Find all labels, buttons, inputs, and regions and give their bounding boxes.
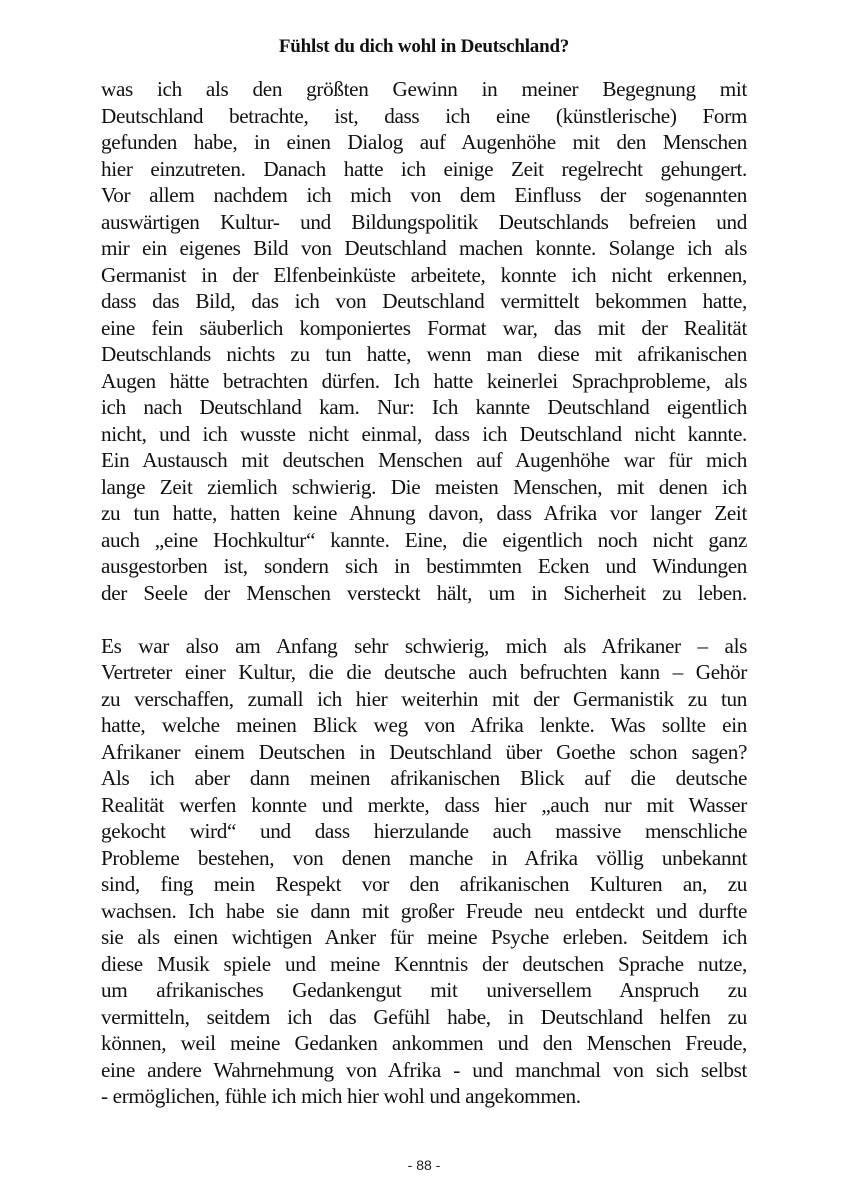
body-text	[101, 76, 747, 1110]
page-number: - 88 -	[407, 1157, 441, 1173]
text-line: Es war also am Anfang sehr schwierig, mich als Afrikaner – als	[101, 633, 747, 658]
text-line: zu verschaffen, zumall ich hier weiterhin mit der Germanistik zu tun	[101, 686, 747, 711]
text-line: nicht, und ich wusste nicht einmal, dass ich Deutschland nicht kannte.	[101, 421, 747, 446]
text-line: lange Zeit ziemlich schwierig. Die meisten Menschen, mit denen ich	[101, 474, 747, 499]
text-line: der Seele der Menschen versteckt hält, um in Sicherheit zu leben.	[101, 580, 747, 605]
text-line: auswärtigen Kultur- und Bildungspolitik Deutschlands befreien und	[101, 209, 747, 234]
text-line: was ich als den größten Gewinn in meiner Begegnung mit	[101, 77, 747, 101]
text-line: hatte, welche meinen Blick weg von Afrika lenkte. Was sollte ein	[101, 713, 747, 737]
paragraph-2	[101, 633, 747, 1110]
text-line: diese Musik spiele und meine Kenntnis der deutschen Sprache nutze,	[101, 951, 747, 976]
text-line: Realität werfen konnte und merkte, dass hier „auch nur mit Wasser	[101, 792, 747, 817]
text-line: Deutschland betrachte, ist, dass ich eine (künstlerische) Form	[101, 103, 747, 128]
text-line: - ermöglichen, fühle ich mich hier wohl und angekommen.	[101, 1084, 581, 1108]
text-line: Germanist in der Elfenbeinküste arbeitete, konnte ich nicht erkennen,	[101, 262, 747, 287]
text-line: ausgestorben ist, sondern sich in bestimmten Ecken und Windungen	[101, 554, 747, 578]
text-line: können, weil meine Gedanken ankommen und den Menschen Freude,	[101, 1031, 747, 1055]
page-title: Fühlst du dich wohl in Deutschland?	[278, 36, 570, 57]
text-line: Ein Austausch mit deutschen Menschen auf Augenhöhe war für mich	[101, 448, 747, 472]
text-line: sind, fing mein Respekt vor den afrikanischen Kulturen an, zu	[101, 872, 747, 896]
text-line: sie als einen wichtigen Anker für meine Psyche erleben. Seitdem ich	[101, 925, 747, 949]
text-line: zu tun hatte, hatten keine Ahnung davon, dass Afrika vor langer Zeit	[101, 501, 747, 525]
text-line: ich nach Deutschland kam. Nur: Ich kannte Deutschland eigentlich	[101, 395, 747, 419]
text-line: Deutschlands nichts zu tun hatte, wenn man diese mit afrikanischen	[101, 342, 747, 366]
text-line: Als ich aber dann meinen afrikanischen Blick auf die deutsche	[101, 766, 747, 790]
text-line: eine fein säuberlich komponiertes Format war, das mit der Realität	[101, 315, 747, 340]
text-line: wachsen. Ich habe sie dann mit großer Freude neu entdeckt und durfte	[101, 898, 747, 923]
text-line: hier einzutreten. Danach hatte ich einige Zeit regelrecht gehungert.	[101, 156, 747, 181]
text-line: um afrikanisches Gedankengut mit universellem Anspruch zu	[101, 978, 747, 1002]
text-line: gekocht wird“ und dass hierzulande auch massive menschliche	[101, 819, 747, 843]
text-line: dass das Bild, das ich von Deutschland vermittelt bekommen hatte,	[101, 289, 747, 313]
text-line: Vor allem nachdem ich mich von dem Einfluss der sogenannten	[101, 183, 747, 207]
text-line: auch „eine Hochkultur“ kannte. Eine, die eigentlich noch nicht ganz	[101, 527, 747, 552]
text-line: vermitteln, seitdem ich das Gefühl habe, in Deutschland helfen zu	[101, 1004, 747, 1029]
text-line: mir ein eigenes Bild von Deutschland machen konnte. Solange ich als	[101, 236, 747, 260]
text-line: Vertreter einer Kultur, die die deutsche auch befruchten kann – Gehör	[101, 660, 747, 684]
text-line: Afrikaner einem Deutschen in Deutschland über Goethe schon sagen?	[101, 739, 747, 764]
text-line: Augen hätte betrachten dürfen. Ich hatte keinerlei Sprachprobleme, als	[101, 368, 747, 393]
text-line: Probleme bestehen, von denen manche in Afrika völlig unbekannt	[101, 845, 747, 870]
paragraph-1	[101, 76, 747, 606]
text-line: gefunden habe, in einen Dialog auf Augenhöhe mit den Menschen	[101, 130, 747, 154]
text-line: eine andere Wahrnehmung von Afrika - und manchmal von sich selbst	[101, 1057, 747, 1082]
